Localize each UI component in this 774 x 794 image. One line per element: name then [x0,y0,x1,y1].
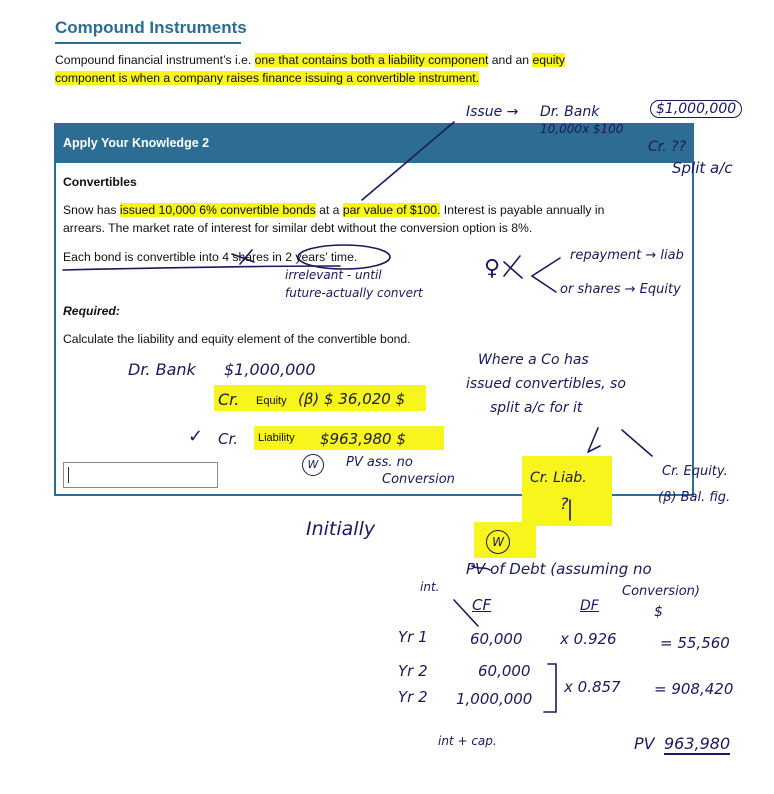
hw-arrow-left [588,428,600,452]
hw-dr-bank-2: Dr. Bank [128,360,196,379]
hw-strike-shares [232,250,254,264]
hw-cr-liab-2: Cr. Liab. [530,470,587,486]
hw-cr-question: Cr. ?? [648,139,687,155]
hw-pv-note: PV ass. no [346,455,413,470]
hw-dr-bank: Dr. Bank [540,104,600,120]
hw-w-circle: W [302,454,324,476]
hw-underline-terms [63,266,340,270]
hw-pv-total-label: PV [634,734,655,753]
hw-int: int. [420,580,440,594]
hw-where-1: Where a Co has [478,352,589,368]
hw-cr-equity-amount: (β) $ 36,020 $ [298,390,406,408]
hw-where-2: issued convertibles, so [466,376,626,392]
box-subtitle: Convertibles [63,175,137,189]
hw-cr-liab-amount: $963,980 $ [320,430,406,448]
hw-repayment: repayment → liab [570,248,684,263]
hw-dollar-header: $ [654,604,663,620]
page-title: Compound Instruments [55,18,247,37]
scenario-highlight-2: par value of $100. [342,203,441,217]
question-text: Calculate the liability and equity element of the convertible bond. [63,332,411,346]
hw-dr-amount: $1,000,000 [224,360,316,379]
hw-yr2-df: x 0.857 [564,678,621,696]
hw-arrow-to-issue [362,122,454,200]
hw-initially: Initially [306,518,376,540]
scenario-text-1: Snow has [63,203,120,217]
conversion-terms: Each bond is convertible into 4 shares in 2 years’ time. [63,250,358,264]
hw-yr1-cf: 60,000 [470,630,523,648]
hw-person-icon: ♀ [484,256,501,281]
hw-issue: Issue → [466,104,519,120]
scenario-text-3: Interest is payable annually in [440,203,605,217]
scenario-text-4: arrears. The market rate of interest for similar debt without the conversion option is 8%. [63,221,533,235]
hw-calc: 10,000x $100 [540,122,624,136]
hw-pv-wave [472,566,490,570]
scenario-text-2: at a [315,203,343,217]
hw-future: future-actually convert [285,286,423,300]
intro-highlight-3: component is when a company raises finance issuing a convertible instrument. [55,71,480,85]
hw-yr2a: Yr 2 [398,662,428,680]
hw-pv-debt: PV of Debt (assuming no [466,560,652,578]
hw-yr2a-cf: 60,000 [478,662,531,680]
hw-yr2-value: = 908,420 [654,680,734,698]
hw-cross-mark [504,256,522,278]
hw-circle-years [298,245,390,269]
hw-yr2b-cf: 1,000,000 [456,690,533,708]
hw-pv-total: 963,980 [664,734,731,753]
hw-cf-header: CF [472,596,492,614]
hw-amount-box: $1,000,000 [650,100,742,118]
scenario-highlight-1: issued 10,000 6% convertible bonds [119,203,316,217]
hw-int-arrow [454,600,478,626]
hw-yr1-value: = 55,560 [660,634,730,652]
hw-bracket-options [532,258,560,292]
hw-int-cap: int + cap. [438,734,497,748]
hw-bal-fig: (β) Bal. fig. [658,490,731,505]
required-heading: Required: [63,304,120,318]
hw-arrow-right [622,430,652,456]
hw-conversion-note: Conversion [382,472,455,487]
hw-conversion-2: Conversion) [622,584,700,599]
hw-df-header: DF [580,598,599,614]
hw-yr1-df: x 0.926 [560,630,617,648]
hw-cr-equity-2: Cr. Equity. [662,464,728,479]
hw-check-mark: ✓ [188,426,204,447]
hw-question-mark: ? [560,494,569,513]
hw-cr-liab-label: Liability [258,432,295,444]
hw-where-3: split a/c for it [490,400,583,416]
hw-or-shares: or shares → Equity [560,282,681,297]
hw-yr2b: Yr 2 [398,688,428,706]
hw-cr-liab-cr: Cr. [218,430,239,448]
intro-text-1: Compound financial instrument’s i.e. [55,53,255,67]
hw-w-circle-2: W [486,530,510,554]
intro-highlight-1: one that contains both a liability component [254,53,489,67]
intro-highlight-2: equity [532,53,565,67]
hw-yr1: Yr 1 [398,628,428,646]
knowledge-box-title: Apply Your Knowledge 2 [63,136,210,150]
hw-yr2-bracket [544,664,556,712]
hw-split: Split a/c [672,159,733,177]
hw-cr-equity-label: Equity [256,395,287,407]
hw-irrelevant: irrelevant - until [285,268,382,282]
hw-cr-equity-cr: Cr. [218,390,240,409]
intro-text-2: and an [488,53,533,67]
